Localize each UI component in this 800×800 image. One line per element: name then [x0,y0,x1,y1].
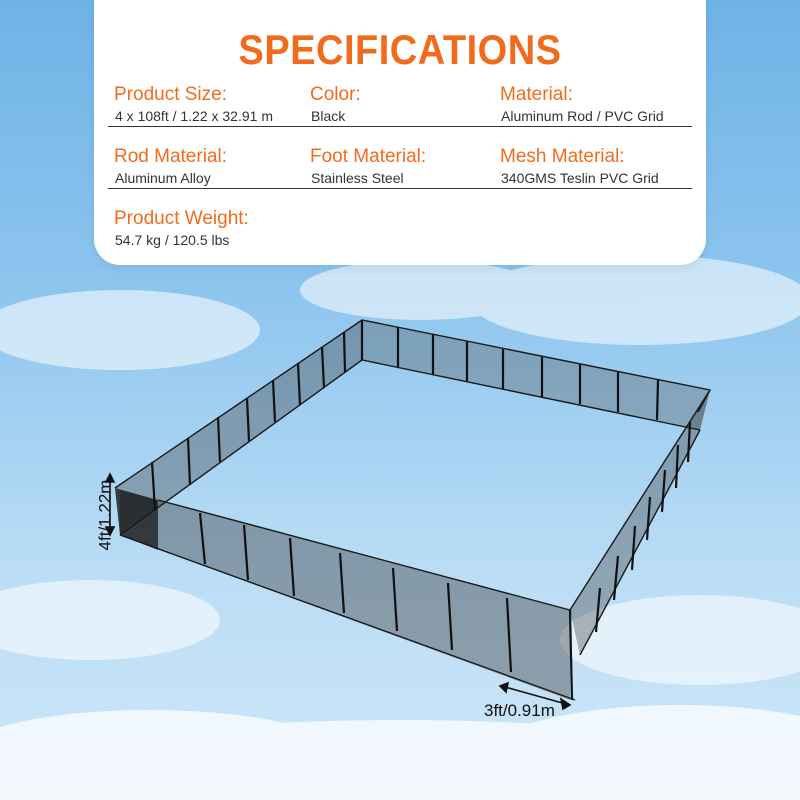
spec-value: Black [311,108,346,124]
spec-value: Aluminum Alloy [115,170,211,186]
spec-value: 340GMS Teslin PVC Grid [501,170,659,186]
spec-value: Aluminum Rod / PVC Grid [501,108,664,124]
spec-value: 54.7 kg / 120.5 lbs [115,232,230,248]
spec-label: Material: [500,84,573,105]
fence-panels [115,320,710,700]
spec-label: Rod Material: [114,146,227,167]
spec-label: Mesh Material: [500,146,625,167]
page-title: SPECIFICATIONS [238,27,562,75]
spec-label: Product Size: [114,84,227,105]
height-dimension-label: 4ft/1.22m [95,479,115,551]
spec-label: Color: [310,84,361,105]
spec-value: Stainless Steel [311,170,404,186]
spec-value: 4 x 108ft / 1.22 x 32.91 m [115,108,273,124]
spec-label: Foot Material: [310,146,427,167]
width-dimension-label: 3ft/0.91m [484,701,555,720]
spec-label: Product Weight: [114,208,249,229]
